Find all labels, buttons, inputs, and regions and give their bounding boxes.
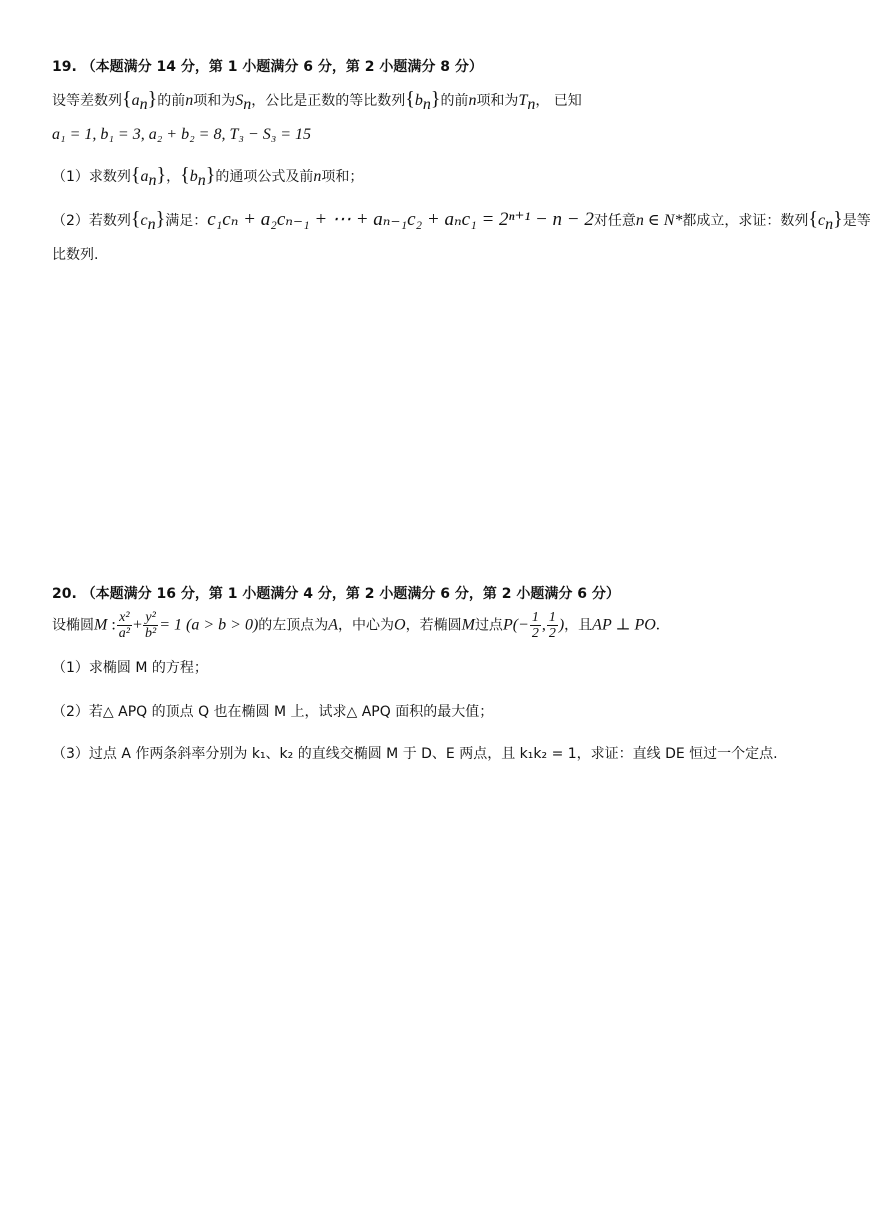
q20-part3: （3）过点 A 作两条斜率分别为 k₁、k₂ 的直线交椭圆 M 于 D、E 两点，且 k₁k₂ = 1，求证：直线 DE 恒过一个定点. — [52, 746, 778, 762]
q19-header: 19. （本题满分 14 分，第 1 小题满分 6 分，第 2 小题满分 8 分） — [52, 59, 483, 75]
q19-part2-end: 是等 — [842, 213, 871, 229]
q19-part2-c-2: c — [818, 212, 826, 229]
q19-part1-label: （1）求数列 — [52, 169, 131, 185]
q19-n-2: n — [468, 92, 477, 109]
q19-part1-b: b — [189, 168, 198, 185]
q19-S-n: S — [235, 92, 244, 109]
q20-frac-x-num: x² — [117, 610, 132, 626]
q20-frac-y-num: y² — [143, 610, 158, 626]
q20-header: 20. （本题满分 16 分，第 1 小题满分 4 分，第 2 小题满分 6 分，第 2 小题满分 6 分） — [52, 586, 620, 602]
q20-perp: AP ⊥ PO — [592, 616, 656, 634]
q19-part2-label: （2）若数列 — [52, 213, 131, 229]
q20-frac-x — [117, 610, 132, 641]
q19-n: n — [185, 92, 194, 109]
q19-intro-5: 的前 — [440, 93, 469, 109]
q20-intro-5: 过点 — [474, 617, 503, 634]
q20-half-1-num: 1 — [531, 610, 539, 625]
q19-part2-c: c — [140, 212, 148, 229]
q20-intro-4: ，若椭圆 — [405, 617, 462, 634]
q19-intro-6: 项和为 — [476, 93, 519, 109]
q19-intro-3: 项和为 — [193, 93, 236, 109]
q20-intro-6: ，且 — [564, 617, 593, 634]
q19-S-sub: n — [243, 95, 252, 113]
q19-part2: （2）若数列$\{c_n\}$满足：c₁cₙ + a₂cₙ₋₁ + ⋯ + aₙ₋₁c₂ + aₙc₁ = 2ⁿ⁺¹ − n − 2对任意n ∈ N*都成立，求证：数列$\{c_n\}$是等 — [52, 208, 871, 233]
q19-part2-c2-sub: n — [825, 215, 834, 233]
q20-comma: , — [541, 616, 546, 634]
q19-intro-7: ， 已知 — [535, 93, 582, 109]
q19-a-sub: n — [139, 95, 148, 113]
q19-b-sub: n — [422, 95, 431, 113]
q20-O: O — [394, 616, 406, 634]
q20-frac-y-den: b² — [145, 626, 157, 641]
q20-P-end: ) — [558, 616, 565, 634]
q20-frac-x-den: a² — [118, 626, 130, 641]
q19-part1-text: 的通项公式及前 — [215, 169, 314, 185]
q20-M-2: M — [461, 616, 475, 634]
q20-period: . — [655, 616, 660, 634]
q19-part1-a: a — [140, 168, 149, 185]
q20-half-2 — [547, 610, 558, 641]
q20-part1: （1）求椭圆 M 的方程； — [52, 660, 208, 676]
q19-intro-1: 设等差数列 — [52, 93, 122, 109]
q20-A: A — [328, 616, 339, 634]
q19-b-n: b — [414, 92, 423, 109]
q20-intro-2: 的左顶点为 — [258, 617, 329, 634]
q19-part1-a-sub: n — [148, 171, 157, 189]
q20-half-2-den: 2 — [548, 626, 556, 641]
q20-part2: （2）若△ APQ 的顶点 Q 也在椭圆 M 上，试求△ APQ 面积的最大值； — [52, 704, 494, 720]
q19-a-n: a — [131, 92, 140, 109]
q19-part1-sep: ， — [166, 169, 181, 185]
q19-part2-text3: 都成立，求证：数列 — [682, 213, 809, 229]
q19-T-sub: n — [527, 95, 536, 113]
q19-part1: （1）求数列$\{a_n\}$，$\{b_n\}$的通项公式及前n项和； — [52, 164, 364, 189]
q20-intro — [52, 610, 660, 641]
q20-intro-3: ，中心为 — [338, 617, 395, 634]
q19-part1-n: n — [313, 168, 322, 185]
q19-part2-formula: c₁cₙ + a₂cₙ₋₁ + ⋯ + aₙ₋₁c₂ + aₙc₁ = 2ⁿ⁺¹ − n − 2 — [207, 209, 594, 230]
q19-part2-text: 满足： — [165, 213, 208, 229]
q19-T-n: T — [518, 92, 528, 109]
q19-intro-4: ，公比是正数的等比数列 — [251, 93, 406, 109]
q20-frac-y — [143, 610, 158, 641]
q19-part2-cont: 比数列. — [52, 247, 99, 263]
q19-part2-c-sub: n — [147, 215, 156, 233]
q20-half-1 — [530, 610, 541, 641]
q19-part1-end: 项和； — [321, 169, 364, 185]
q19-intro: 设等差数列$\{a_n\}$的前n项和为$S_n$，公比是正数的等比数列$\{b_n\}$的前n项和为$T_n$， 已知 — [52, 88, 582, 113]
q19-part2-text2: 对任意 — [593, 213, 636, 229]
q19-part1-b-sub: n — [197, 171, 206, 189]
q20-half-2-num: 1 — [548, 610, 556, 625]
q20-half-1-den: 2 — [531, 626, 539, 641]
q20-plus: + — [132, 616, 143, 634]
q19-given: a₁ = 1, b₁ = 3, a₂ + b₂ = 8, T₃ − S₃ = 15 — [52, 126, 312, 143]
q20-P: P(− — [502, 616, 529, 634]
q20-colon: : — [107, 616, 116, 634]
q19-part2-cond: n ∈ N* — [635, 212, 683, 229]
q20-intro-1: 设椭圆 — [52, 617, 94, 634]
q20-M: M — [94, 616, 108, 634]
q19-intro-2: 的前 — [157, 93, 186, 109]
q20-eq: = 1 (a > b > 0) — [159, 616, 259, 634]
